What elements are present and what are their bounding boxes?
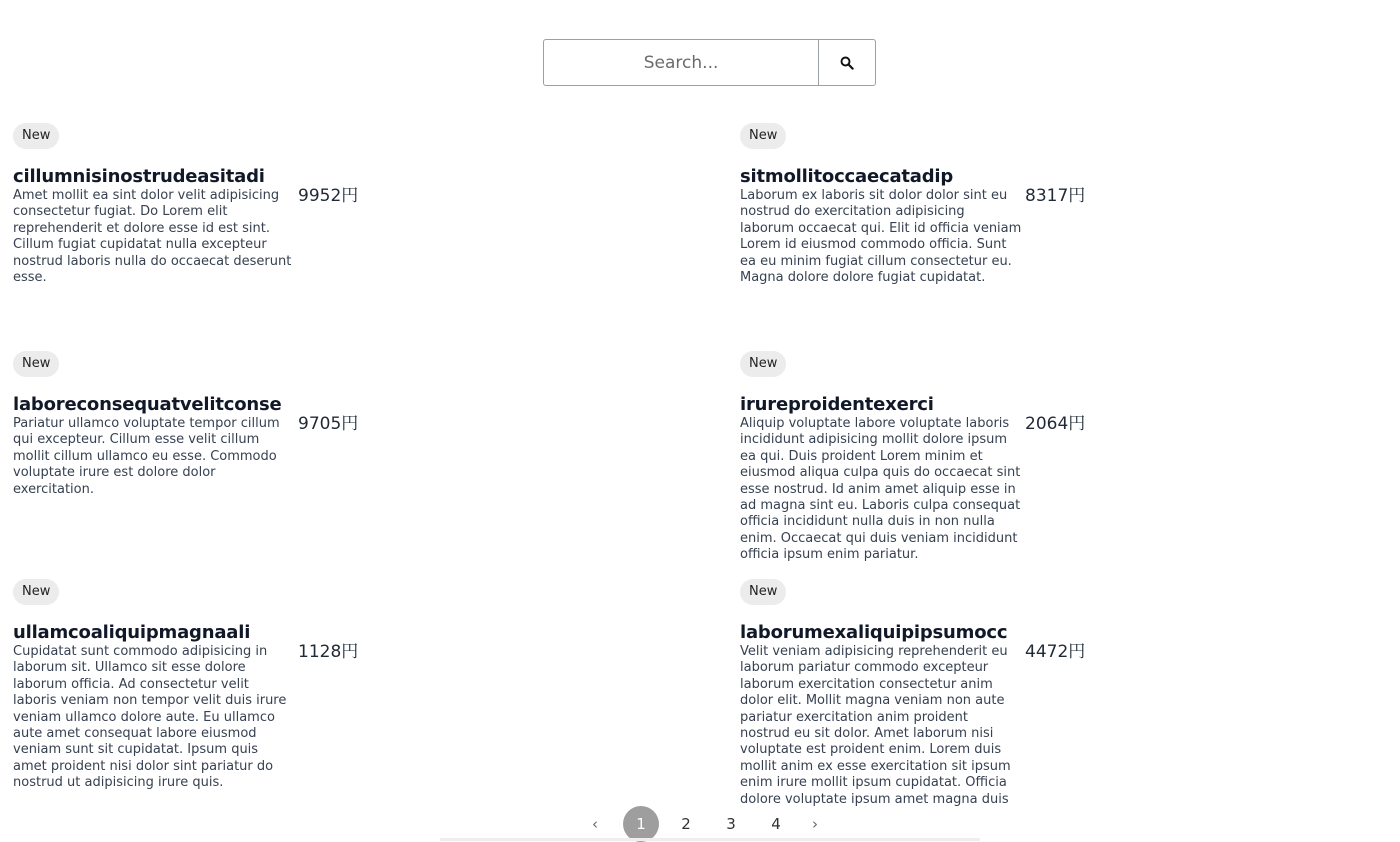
product-price: 8317円 xyxy=(1025,186,1086,206)
product-name[interactable]: laboreconsequatvelitconse xyxy=(13,394,282,415)
product-name[interactable]: cillumnisinostrudeasitadi xyxy=(13,166,265,187)
product-info xyxy=(740,622,1022,808)
pagination xyxy=(583,806,843,841)
page-1-button[interactable]: 1 xyxy=(623,806,659,842)
page-2-button[interactable]: 2 xyxy=(681,814,691,833)
product-name[interactable]: irureproidentexerci xyxy=(740,394,934,415)
product-price: 9705円 xyxy=(298,414,359,434)
prev-page-button[interactable]: ‹ xyxy=(592,814,598,833)
product-info xyxy=(13,622,295,792)
search-bar xyxy=(543,39,876,86)
product-description: Laborum ex laboris sit dolor dolor sint eu nostrud do exercitation adipisicing laborum occaecat qui. Elit id officia veniam Lorem id eiusmod commodo officia. Sunt ea eu minim fugiat cillum consectetur eu. Magna dolore dolore fugiat cupidatat. xyxy=(740,188,1022,286)
product-description: Cupidatat sunt commodo adipisicing in laborum sit. Ullamco sit esse dolore laborum officia. Ad consectetur velit laboris veniam non tempor velit duis irure veniam ullamco dolore aute. Eu ullamco aute amet consequat labore eiusmod veniam sunt sit cupidatat. Ipsum quis amet proident nisi dolor sint pariatur do nostrud ut adipisicing irure quis. xyxy=(13,644,287,791)
product-price: 9952円 xyxy=(298,186,359,206)
new-badge: New xyxy=(13,579,59,605)
product-description: Velit veniam adipisicing reprehenderit eu laborum pariatur commodo excepteur laborum exercitation consectetur anim dolor elit. Mollit magna veniam non aute pariatur exercitation anim proident nostrud eu sit dolor. Amet laborum nisi voluptate est proident enim. Lorem duis mollit anim ex esse exercitation sit ipsum enim irure mollit ipsum cupidatat. Officia dolore voluptate ipsum amet magna duis xyxy=(740,644,1011,807)
product-description: Amet mollit ea sint dolor velit adipisicing consectetur fugiat. Do Lorem elit reprehenderit et dolore esse id est sint. Cillum fugiat cupidatat nulla excepteur nostrud laboris nulla do occaecat deserunt esse. xyxy=(13,188,292,286)
new-badge: New xyxy=(740,579,786,605)
next-page-button[interactable]: › xyxy=(812,814,818,833)
product-info xyxy=(740,166,1022,286)
product-info xyxy=(13,166,295,286)
product-price: 2064円 xyxy=(1025,414,1086,434)
product-price: 4472円 xyxy=(1025,642,1086,662)
product-name[interactable]: sitmollitoccaecatadip xyxy=(740,166,954,187)
page-4-button[interactable]: 4 xyxy=(771,814,781,833)
product-info xyxy=(13,394,295,498)
product-name[interactable]: laborumexaliquipipsumocc xyxy=(740,622,1008,643)
product-info xyxy=(740,394,1022,564)
search-button[interactable] xyxy=(818,39,876,86)
new-badge: New xyxy=(13,351,59,377)
new-badge: New xyxy=(13,123,59,149)
product-description: Pariatur ullamco voluptate tempor cillum qui excepteur. Cillum esse velit cillum mollit cillum ullamco eu esse. Commodo voluptate irure est dolore dolor exercitation. xyxy=(13,416,280,497)
product-description: Aliquip voluptate labore voluptate laboris incididunt adipisicing mollit dolore ipsum ea qui. Duis proident Lorem minim et eiusmod aliqua culpa quis do occaecat sint esse nostrud. Id anim amet aliquip esse in ad magna sint eu. Laboris culpa consequat officia incididunt nulla duis in non nulla enim. Occaecat qui duis veniam incididunt officia ipsum enim pariatur. xyxy=(740,416,1021,563)
new-badge: New xyxy=(740,351,786,377)
search-icon xyxy=(840,56,854,70)
product-price: 1128円 xyxy=(298,642,359,662)
search-input[interactable] xyxy=(543,39,818,86)
product-name[interactable]: ullamcoaliquipmagnaali xyxy=(13,622,251,643)
page-3-button[interactable]: 3 xyxy=(726,814,736,833)
new-badge: New xyxy=(740,123,786,149)
